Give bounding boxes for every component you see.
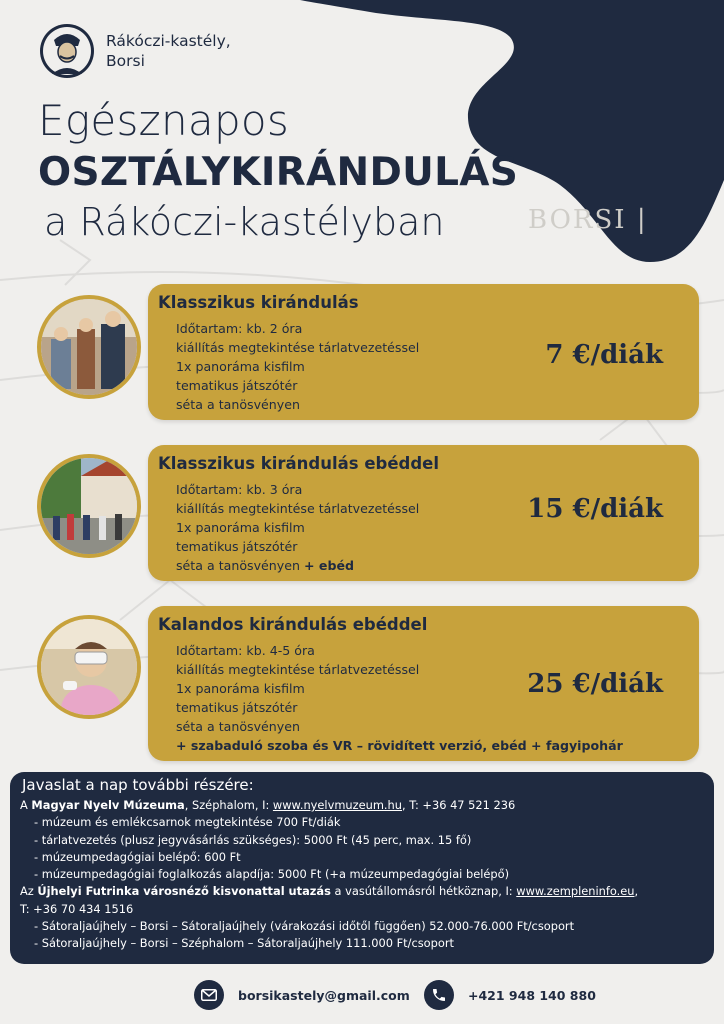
email-address[interactable]: borsikastely@gmail.com [238,987,410,1003]
list-item: - Sátoraljaújhely – Borsi – Sátoraljaújhely (várakozási időtől függően) 52.000-76.000 Ft/csoport [34,919,575,934]
recommendations-panel [10,772,714,964]
brand-name-line1: Rákóczi-kastély, [106,32,231,50]
detail-line: kiállítás megtekintése tárlatvezetéssel [176,662,420,677]
detail-line: kiállítás megtekintése tárlatvezetéssel [176,501,420,516]
title-line2: OSZTÁLYKIRÁNDULÁS [38,150,519,195]
list-item: - múzeum és emlékcsarnok megtekintése 700 Ft/diák [34,815,341,830]
package-title: Kalandos kirándulás ebéddel [158,615,428,634]
title-line1: Egésznapos [38,96,290,145]
detail-text: séta a tanösvényen [176,558,300,573]
list-item: - múzeumpedagógiai foglalkozás alapdíja: 5000 Ft (+a múzeumpedagógiai belépő) [34,867,510,882]
train-phone: T: +36 70 434 1516 [20,901,134,916]
phone-contact[interactable] [424,980,596,1010]
brand [40,24,231,78]
phone-number[interactable]: +421 948 140 880 [468,987,596,1003]
package-title: Klasszikus kirándulás ebéddel [158,454,439,473]
museum-phone: , T: +36 47 521 236 [402,798,516,812]
text: A [20,798,32,812]
museum-name: Magyar Nyelv Múzeuma [31,798,185,812]
detail-line: séta a tanösvényen [176,397,300,412]
detail-line: séta a tanösvényen [176,719,300,734]
text: , Széphalom, I: [184,798,273,812]
package-title: Klasszikus kirándulás [158,293,359,312]
package-card-classic-lunch [148,445,699,581]
recommendations-heading: Javaslat a nap további részére: [22,776,254,794]
detail-line: tematikus játszótér [176,700,298,715]
list-item: - múzeumpedagógiai belépő: 600 Ft [34,849,241,864]
title-line3: a Rákóczi-kastélyban [44,200,445,244]
text: a vasútállomásról hétköznap, I: [330,884,517,899]
email-contact[interactable] [194,980,410,1010]
museum-line [20,797,638,814]
photo-exhibition-tour [37,295,141,399]
detail-line: 1x panoráma kisfilm [176,520,305,535]
detail-line: Időtartam: kb. 3 óra [176,482,303,497]
text: Az [20,884,38,899]
detail-line: Időtartam: kb. 4-5 óra [176,643,315,658]
package-price: 25 €/diák [527,669,663,699]
package-card-adventure-lunch [148,606,699,761]
watermark-text: BORSI | [528,205,648,235]
train-website-link[interactable]: www.zempleninfo.eu [516,884,635,899]
detail-line: 1x panoráma kisfilm [176,359,305,374]
rakoczi-portrait-logo [40,24,94,78]
envelope-icon [194,980,224,1010]
train-name: Újhelyi Futrinka városnéző kisvonattal utazás [37,884,331,899]
brand-name [106,31,231,71]
package-price: 15 €/diák [527,494,663,524]
detail-extra: + szabaduló szoba és VR – rövidített verzió, ebéd + fagyipohár [176,738,623,753]
text: , [634,884,639,899]
detail-line: 1x panoráma kisfilm [176,681,305,696]
photo-castle-courtyard [37,454,141,558]
detail-line: tematikus játszótér [176,378,298,393]
detail-line: kiállítás megtekintése tárlatvezetéssel [176,340,420,355]
phone-icon [424,980,454,1010]
detail-line [176,556,419,575]
package-price: 7 €/diák [545,340,663,370]
detail-line: tematikus játszótér [176,539,298,554]
detail-line [176,736,623,755]
package-card-classic [148,284,699,420]
photo-vr-experience [37,615,141,719]
detail-extra: + ebéd [303,558,355,573]
brand-name-line2: Borsi [106,52,145,70]
package-details [176,319,419,414]
recommendations-list [20,797,638,953]
museum-website-link[interactable]: www.nyelvmuzeum.hu [272,798,402,812]
package-details [176,480,419,575]
list-item: - tárlatvezetés (plusz jegyvásárlás szükséges): 5000 Ft (45 perc, max. 15 fő) [34,832,472,847]
list-item: - Sátoraljaújhely – Borsi – Széphalom – Sátoraljaújhely 111.000 Ft/csoport [34,936,454,951]
train-line [20,883,638,900]
detail-line: Időtartam: kb. 2 óra [176,321,303,336]
